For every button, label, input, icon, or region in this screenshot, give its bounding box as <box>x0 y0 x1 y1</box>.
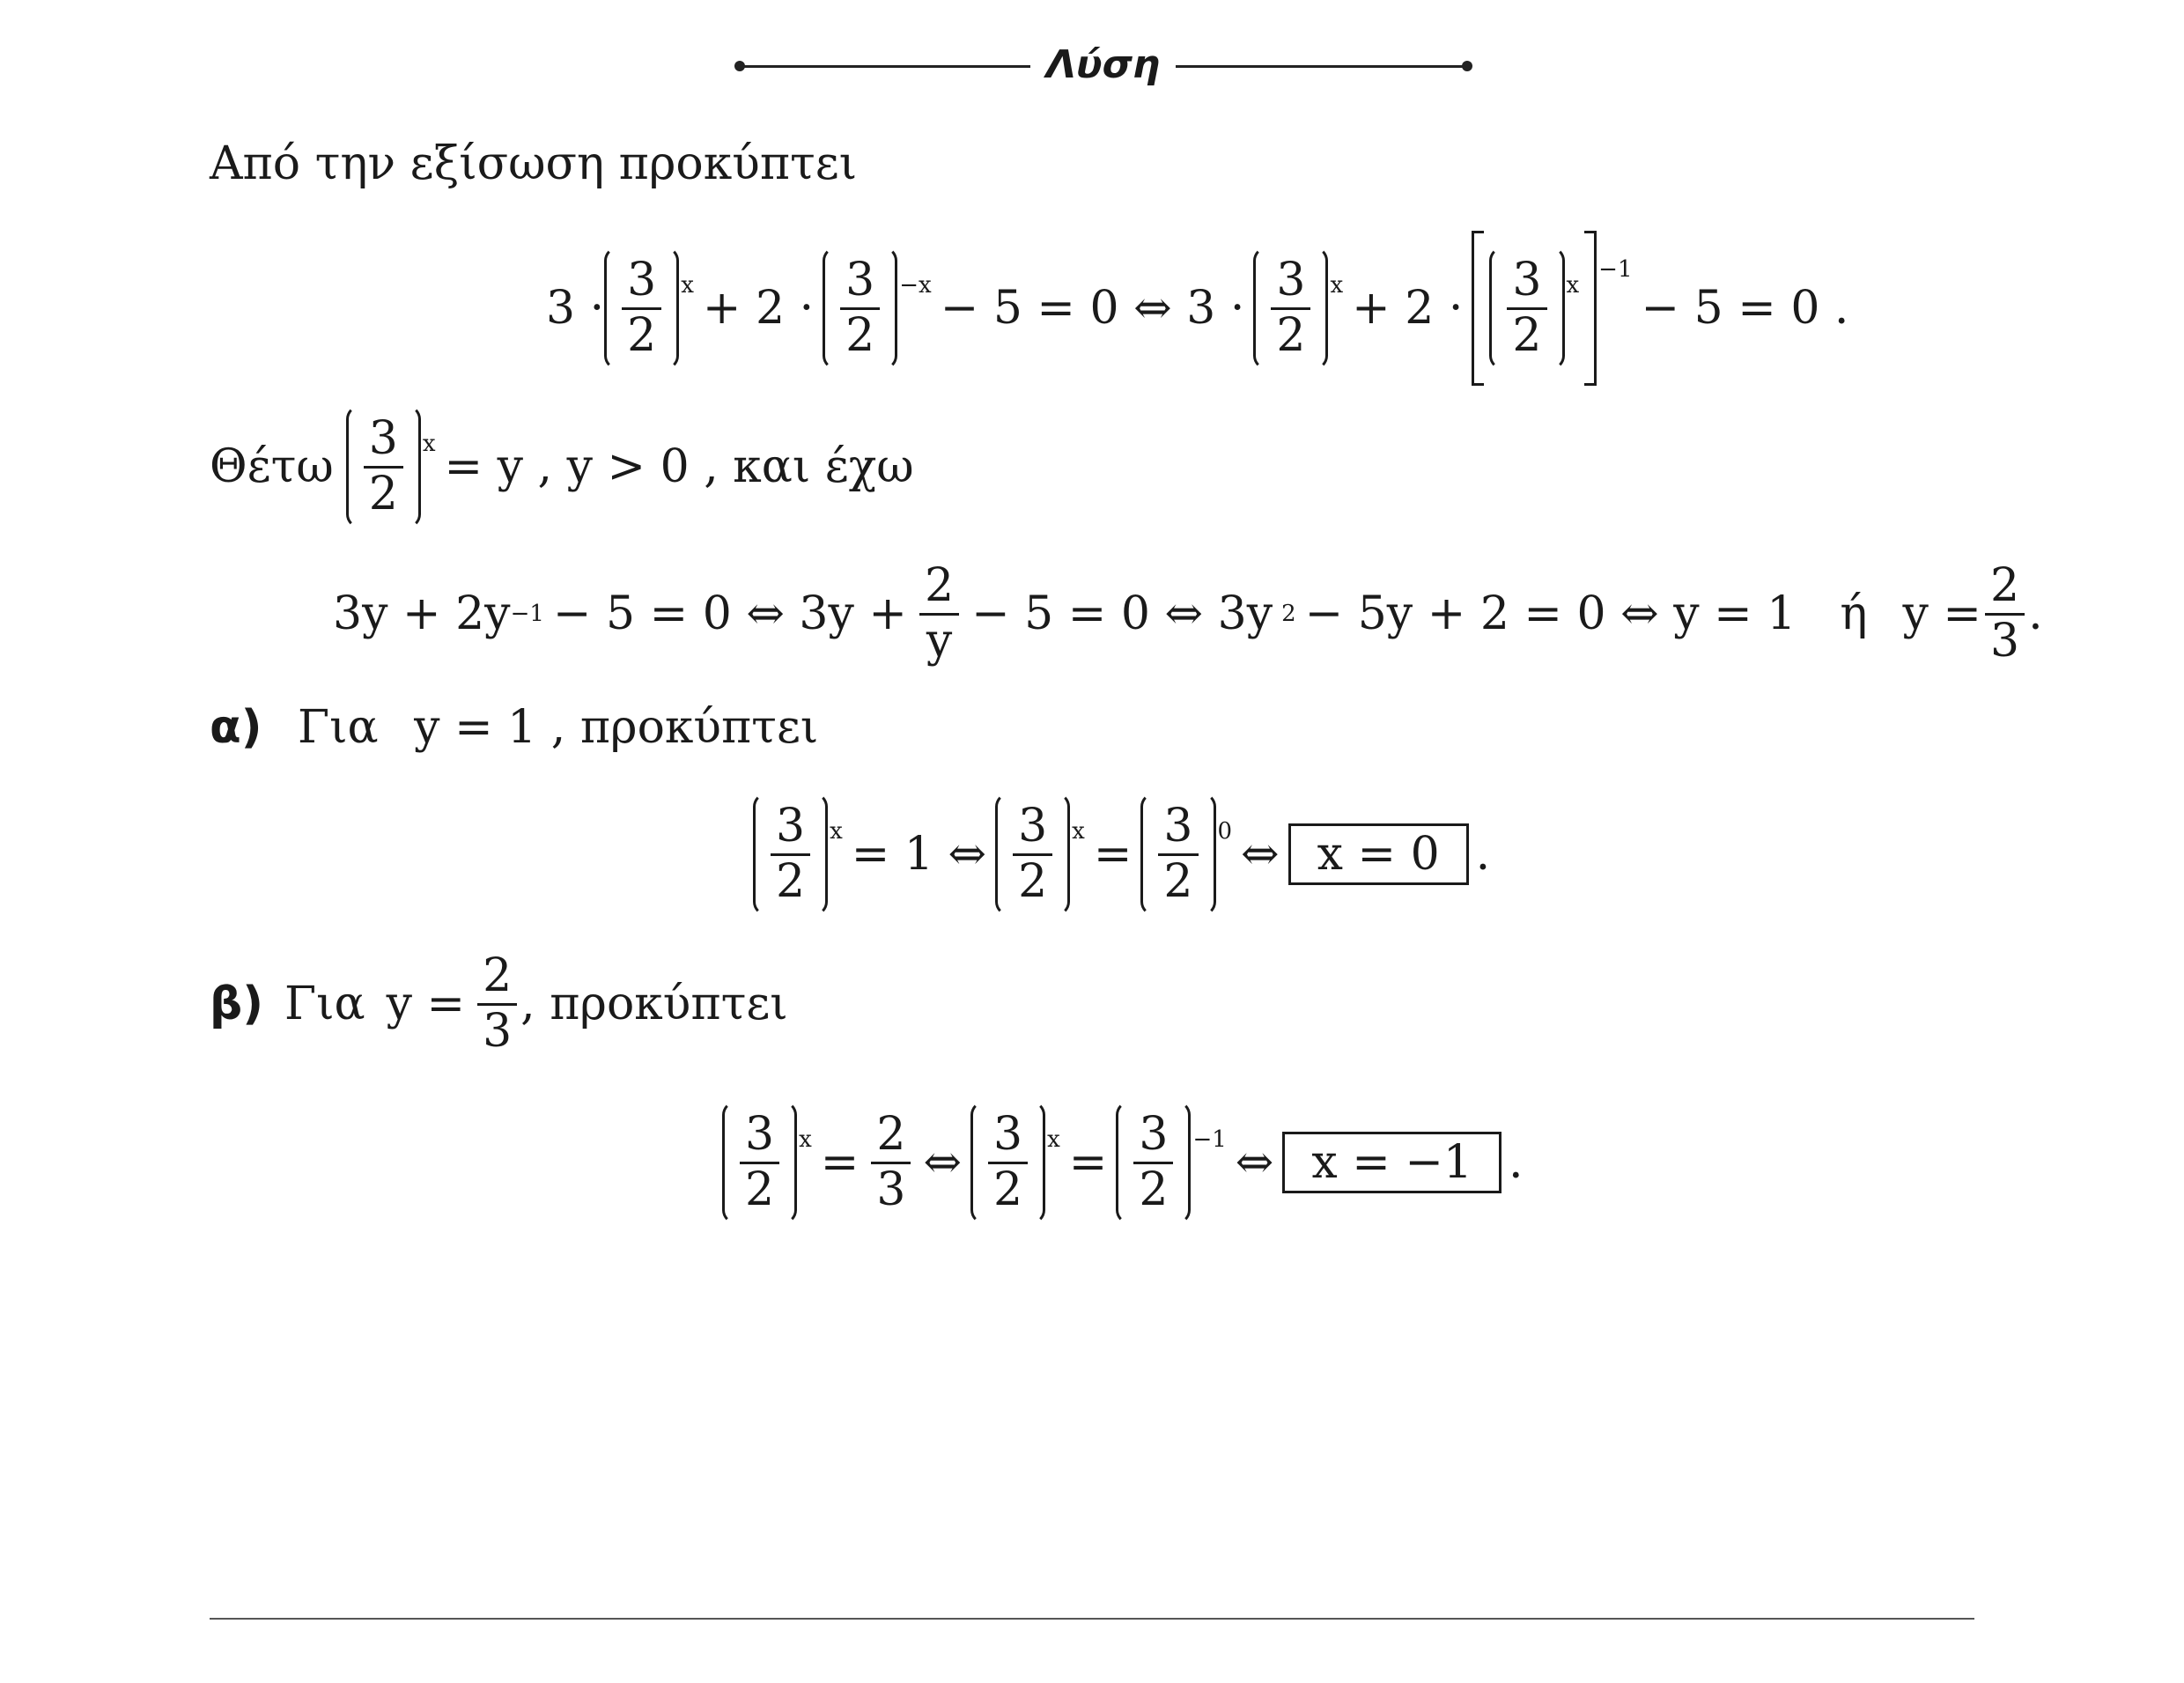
equation-2 <box>333 557 2043 671</box>
eq1-exp-d: x <box>1566 272 1580 299</box>
equation-4 <box>722 1096 1524 1229</box>
sub-exp: x <box>422 431 436 457</box>
eq1-fraction-a <box>604 247 694 370</box>
eq3-eq-one: = 1 ⇔ <box>851 828 987 881</box>
eq1-exp-b: −x <box>899 272 932 299</box>
header-dot-right <box>1462 61 1472 71</box>
case-a-prefix: Για <box>298 701 379 754</box>
case-b-prefix: Για <box>284 978 365 1030</box>
eq4-num-c: 3 <box>1139 1107 1169 1161</box>
eq1-mid: − 5 = 0 ⇔ 3 · <box>940 282 1245 335</box>
case-b-num: 2 <box>483 949 513 1002</box>
eq1-plus-2: + 2 · <box>1352 282 1464 335</box>
eq4-fraction-b <box>970 1101 1060 1224</box>
case-a-line <box>210 701 819 754</box>
eq1-num-b: 3 <box>845 253 875 306</box>
eq1-exp-a: x <box>681 272 694 299</box>
set-prefix: Θέτω <box>210 440 334 493</box>
eq3-num-c: 3 <box>1163 799 1193 853</box>
sub-den: 2 <box>368 467 398 520</box>
eq4-exp-c: −1 <box>1192 1126 1227 1153</box>
case-b-den: 3 <box>483 1004 513 1058</box>
eq2-fraction <box>919 560 959 668</box>
eq1-plus: + 2 · <box>702 282 815 335</box>
eq2-part5: y = <box>1902 587 1981 640</box>
substitution-line <box>210 401 923 533</box>
case-b-label: β) <box>210 978 263 1030</box>
eq1-den-a: 2 <box>627 308 657 362</box>
eq1-fraction-c <box>1253 247 1343 370</box>
eq4-exp-a: x <box>799 1126 812 1153</box>
eq1-fraction-b <box>823 247 932 370</box>
eq3-num-b: 3 <box>1018 799 1048 853</box>
eq4-den-b: 2 <box>993 1163 1023 1216</box>
sub-fraction <box>346 405 436 528</box>
case-a-label: α) <box>210 701 262 754</box>
eq4-frac-num: 2 <box>876 1107 906 1161</box>
eq3-exp-c: 0 <box>1217 818 1233 845</box>
eq2-part4: − 5y + 2 = 0 ⇔ y = 1 <box>1304 587 1797 640</box>
eq1-den-d: 2 <box>1512 308 1542 362</box>
eq1-exp-c: x <box>1330 272 1344 299</box>
eq3-exp-b: x <box>1072 818 1085 845</box>
eq4-exp-b: x <box>1047 1126 1060 1153</box>
eq4-fraction-a <box>722 1101 812 1224</box>
eq4-fraction-plain <box>871 1109 911 1217</box>
eq4-end: . <box>1508 1136 1524 1189</box>
eq3-den-a: 2 <box>776 854 806 908</box>
case-b-line <box>210 951 788 1057</box>
eq4-eq-1: = <box>820 1136 860 1189</box>
set-suffix: = y , y > 0 , και έχω <box>444 440 914 493</box>
eq4-eq-2: = <box>1068 1136 1108 1189</box>
eq2-frac-num: 2 <box>924 558 955 612</box>
eq3-exp-a: x <box>830 818 843 845</box>
eq1-num-a: 3 <box>627 253 657 306</box>
eq2-final-num: 2 <box>1989 558 2020 612</box>
eq4-frac-den: 3 <box>876 1163 906 1216</box>
footer-rule <box>210 1618 1974 1620</box>
case-a-suffix: , προκύπτει <box>550 701 819 754</box>
eq2-exp-two: 2 <box>1281 601 1296 627</box>
section-title: Λύση <box>1045 42 1161 87</box>
eq3-den-b: 2 <box>1018 854 1048 908</box>
eq1-exp-bracket: −1 <box>1598 256 1633 283</box>
eq2-end: . <box>2028 587 2043 640</box>
eq1-den-c: 2 <box>1276 308 1306 362</box>
case-b-suffix: , προκύπτει <box>520 978 788 1030</box>
eq1-bracket-group <box>1472 231 1632 386</box>
eq4-den-c: 2 <box>1139 1163 1169 1216</box>
eq3-eq: = <box>1093 828 1133 881</box>
eq2-frac-den: y <box>926 614 953 668</box>
eq3-iff: ⇔ <box>1241 828 1280 881</box>
eq3-num-a: 3 <box>776 799 806 853</box>
section-header <box>0 42 2184 95</box>
eq3-fraction-c <box>1140 793 1232 916</box>
eq4-num-a: 3 <box>745 1107 775 1161</box>
case-b-fraction <box>477 950 517 1059</box>
eq1-tail: − 5 = 0 . <box>1641 282 1849 335</box>
header-rule-right <box>1176 65 1466 68</box>
intro-text: Από την εξίσωση προκύπτει <box>210 137 858 190</box>
case-b-cond: y = <box>386 978 466 1030</box>
eq1-den-b: 2 <box>845 308 875 362</box>
eq3-fraction-b <box>995 793 1085 916</box>
eq1-num-d: 3 <box>1512 253 1542 306</box>
eq1-num-c: 3 <box>1276 253 1306 306</box>
equation-3 <box>753 788 1490 920</box>
eq2-part2: − 5 = 0 ⇔ 3y + <box>552 587 907 640</box>
eq3-den-c: 2 <box>1163 854 1193 908</box>
eq3-fraction-a <box>753 793 843 916</box>
eq4-fraction-c <box>1116 1101 1226 1224</box>
eq1-coef: 3 · <box>546 282 605 335</box>
header-rule-left <box>740 65 1030 68</box>
case-a-cond: y = 1 <box>414 701 537 754</box>
eq2-final-den: 3 <box>1989 614 2020 668</box>
eq2-part3: − 5 = 0 ⇔ 3y <box>971 587 1273 640</box>
eq4-iff-2: ⇔ <box>1235 1136 1274 1189</box>
eq3-end: . <box>1475 828 1491 881</box>
eq2-exp-neg-one: −1 <box>510 601 544 627</box>
eq2-final-fraction <box>1985 560 2025 668</box>
or-word: ή <box>1840 587 1868 640</box>
equation-1 <box>546 229 1857 388</box>
answer-box-a: x = 0 <box>1288 823 1469 885</box>
eq4-num-b: 3 <box>993 1107 1023 1161</box>
sub-num: 3 <box>368 411 398 465</box>
eq4-iff-1: ⇔ <box>923 1136 963 1189</box>
eq2-part1: 3y + 2y <box>333 587 511 640</box>
eq4-den-a: 2 <box>745 1163 775 1216</box>
answer-box-b: x = −1 <box>1282 1132 1502 1193</box>
